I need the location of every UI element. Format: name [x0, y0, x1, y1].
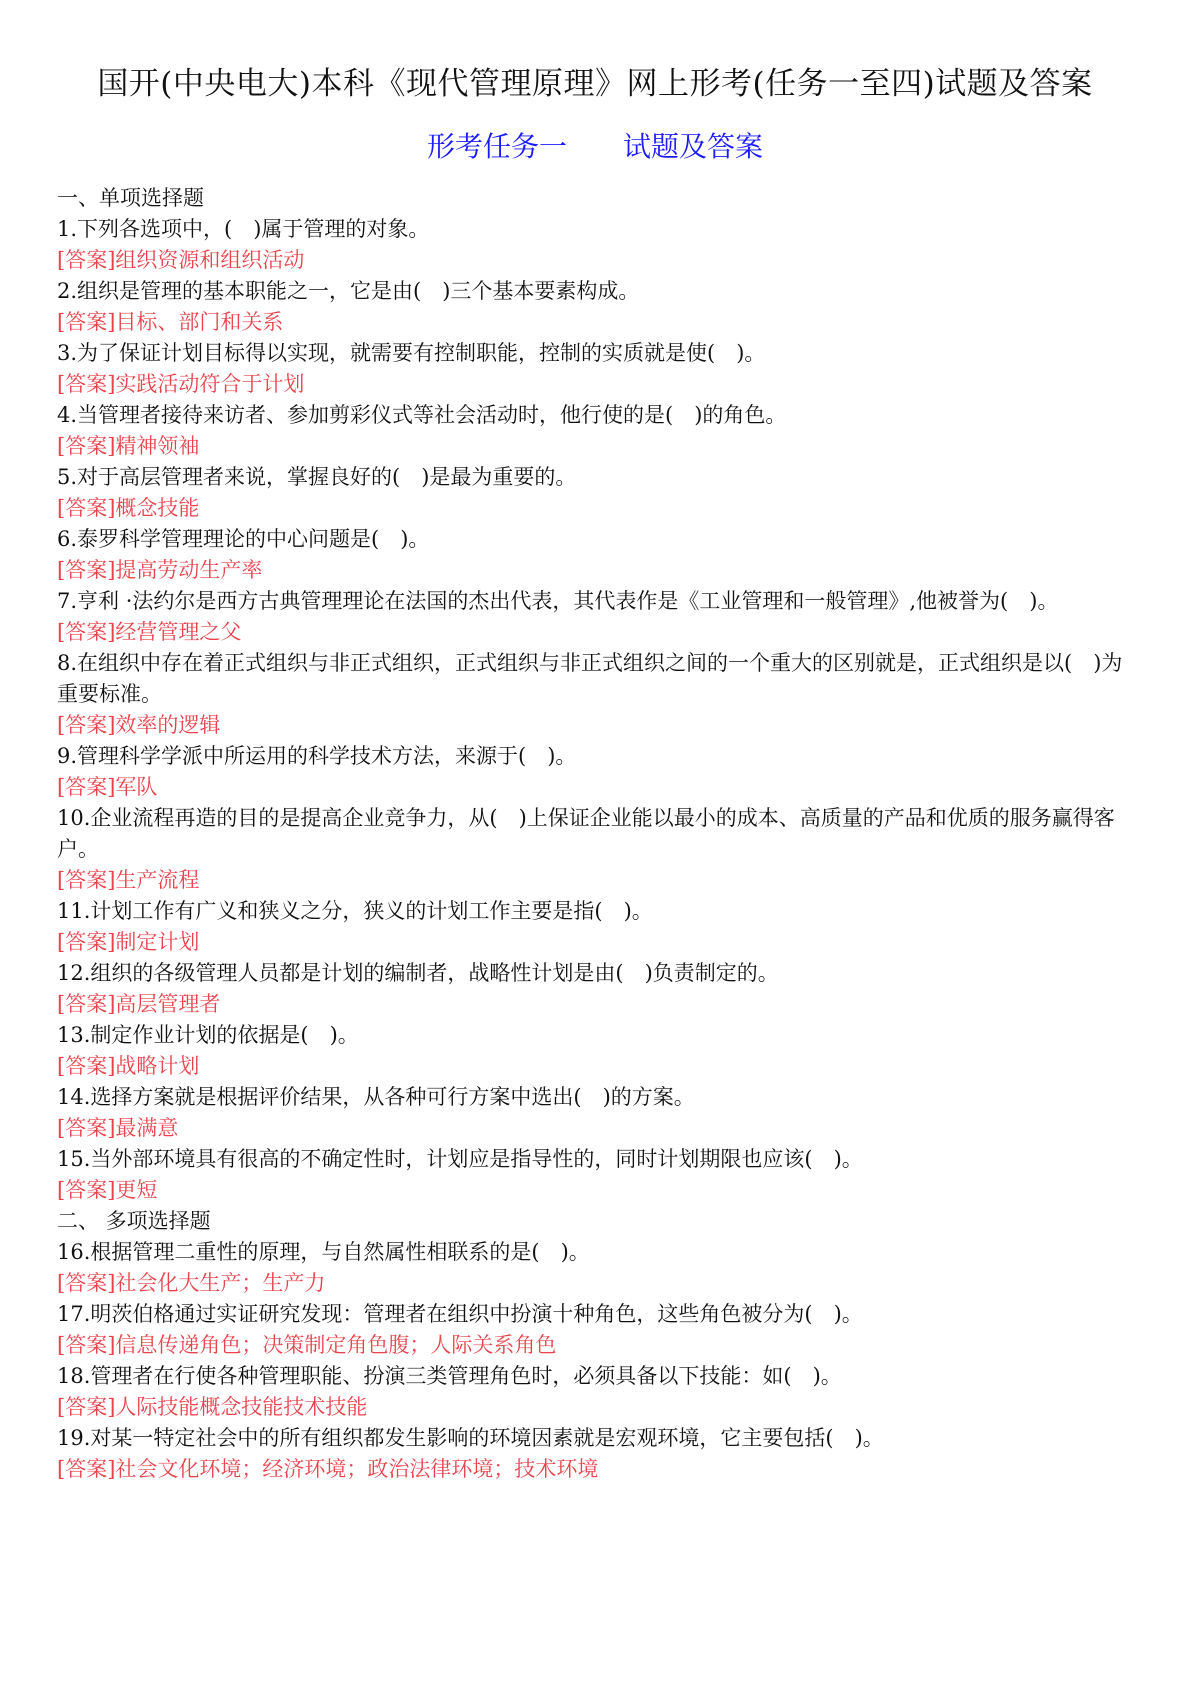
- question-18: 18.管理者在行使各种管理职能、扮演三类管理角色时，必须具备以下技能：如( )。: [57, 1364, 842, 1388]
- subtitle-answers: 试题及答案: [623, 130, 764, 163]
- subtitle-task: 形考任务一: [426, 130, 567, 163]
- answer-2: [答案]目标、部门和关系: [57, 310, 284, 334]
- answer-18: [答案]人际技能概念技能技术技能: [57, 1395, 368, 1419]
- answer-16: [答案]社会化大生产；生产力: [57, 1271, 326, 1295]
- answer-19: [答案]社会文化环境；经济环境；政治法律环境；技术环境: [57, 1457, 599, 1481]
- question-13: 13.制定作业计划的依据是( )。: [57, 1023, 359, 1047]
- answer-5: [答案]概念技能: [57, 496, 200, 520]
- question-10: 10.企业流程再造的目的是提高企业竞争力，从( )上保证企业能以最小的成本、高质量的产品和优质的服务赢得客户。: [57, 806, 1115, 861]
- answer-10: [答案]生产流程: [57, 868, 200, 892]
- question-9: 9.管理科学学派中所运用的科学技术方法，来源于( )。: [57, 744, 577, 768]
- section-single-choice: 一、单项选择题: [57, 186, 204, 210]
- question-list: [57, 183, 1137, 1485]
- question-5: 5.对于高层管理者来说，掌握良好的( )是最为重要的。: [57, 465, 577, 489]
- question-2: 2.组织是管理的基本职能之一，它是由( )三个基本要素构成。: [57, 279, 640, 303]
- answer-8: [答案]效率的逻辑: [57, 713, 221, 737]
- answer-14: [答案]最满意: [57, 1116, 179, 1140]
- question-16: 16.根据管理二重性的原理，与自然属性相联系的是( )。: [57, 1240, 590, 1264]
- question-11: 11.计划工作有广义和狭义之分，狭义的计划工作主要是指( )。: [57, 899, 653, 923]
- question-8: 8.在组织中存在着正式组织与非正式组织，正式组织与非正式组织之间的一个重大的区别就是，正式组织是以( )为重要标准。: [57, 651, 1123, 706]
- answer-13: [答案]战略计划: [57, 1054, 200, 1078]
- question-3: 3.为了保证计划目标得以实现，就需要有控制职能，控制的实质就是使( )。: [57, 341, 766, 365]
- section-multiple-choice: 二、 多项选择题: [57, 1209, 211, 1233]
- answer-9: [答案]军队: [57, 775, 158, 799]
- question-7: 7.亨利 ·法约尔是西方古典管理理论在法国的杰出代表，其代表作是《工业管理和一般管理》,他被誉为( )。: [57, 589, 1059, 613]
- answer-1: [答案]组织资源和组织活动: [57, 248, 305, 272]
- answer-15: [答案]更短: [57, 1178, 158, 1202]
- document-title: 国开(中央电大)本科《现代管理原理》网上形考(任务一至四)试题及答案: [97, 66, 1093, 102]
- question-4: 4.当管理者接待来访者、参加剪彩仪式等社会活动时，他行使的是( )的角色。: [57, 403, 787, 427]
- answer-6: [答案]提高劳动生产率: [57, 558, 263, 582]
- answer-12: [答案]高层管理者: [57, 992, 221, 1016]
- question-14: 14.选择方案就是根据评价结果，从各种可行方案中选出( )的方案。: [57, 1085, 695, 1109]
- question-19: 19.对某一特定社会中的所有组织都发生影响的环境因素就是宏观环境，它主要包括( )。: [57, 1426, 884, 1450]
- question-15: 15.当外部环境具有很高的不确定性时，计划应是指导性的，同时计划期限也应该( )。: [57, 1147, 863, 1171]
- question-12: 12.组织的各级管理人员都是计划的编制者，战略性计划是由( )负责制定的。: [57, 961, 779, 985]
- answer-7: [答案]经营管理之父: [57, 620, 242, 644]
- question-1: 1.下列各选项中，( )属于管理的对象。: [57, 217, 430, 241]
- question-17: 17.明茨伯格通过实证研究发现：管理者在组织中扮演十种角色，这些角色被分为( )。: [57, 1302, 863, 1326]
- answer-11: [答案]制定计划: [57, 930, 200, 954]
- answer-4: [答案]精神领袖: [57, 434, 200, 458]
- answer-3: [答案]实践活动符合于计划: [57, 372, 305, 396]
- answer-17: [答案]信息传递角色；决策制定角色腹；人际关系角色: [57, 1333, 557, 1357]
- document-subtitle: [0, 125, 1190, 165]
- question-6: 6.泰罗科学管理理论的中心问题是( )。: [57, 527, 430, 551]
